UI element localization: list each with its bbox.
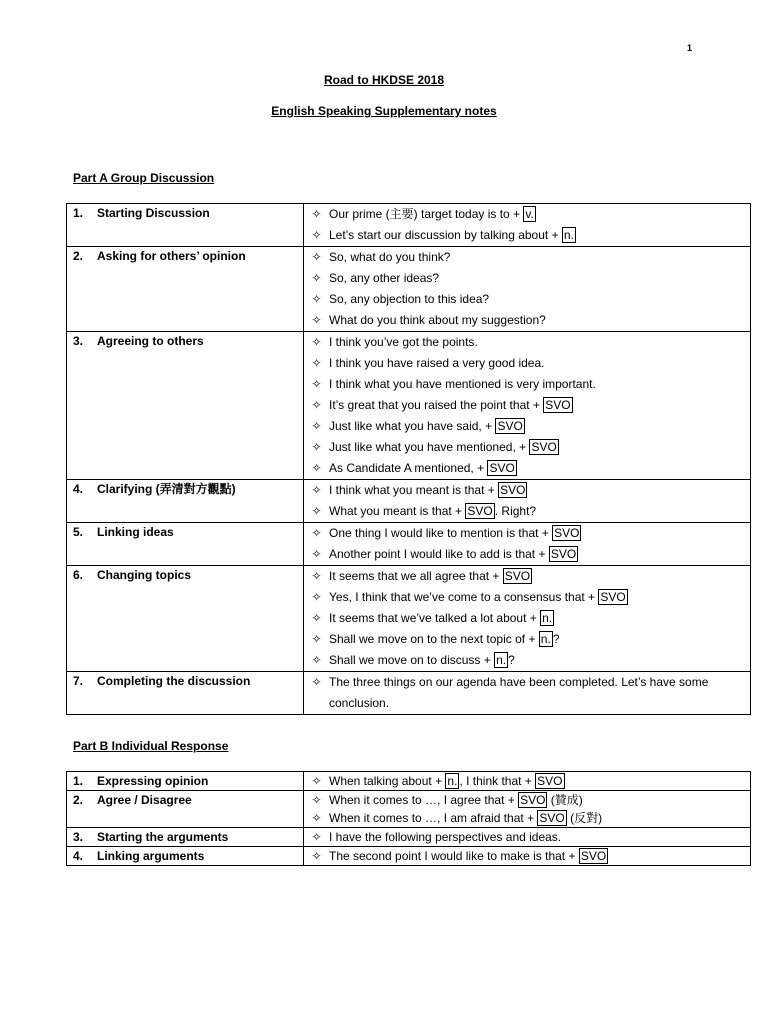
grammar-slot-box: SVO bbox=[537, 774, 563, 788]
category-text: Expressing opinion bbox=[97, 774, 209, 788]
phrase-lead: I have the following perspectives and ideas. bbox=[329, 830, 562, 844]
grammar-slot-box: SVO bbox=[520, 793, 546, 807]
category-text: Agree / Disagree bbox=[97, 793, 192, 807]
phrase-lead: So, what do you think? bbox=[329, 250, 451, 264]
category-label bbox=[67, 828, 303, 845]
phrase-tail: ? bbox=[552, 632, 560, 646]
category-cell bbox=[67, 332, 304, 480]
phrase-lead: I think what you have mentioned is very important. bbox=[329, 377, 596, 391]
grammar-slot-box: SVO bbox=[545, 398, 571, 412]
phrase-lead: It seems that we all agree that + bbox=[329, 569, 503, 583]
diamond-outline-icon: ✧ bbox=[311, 398, 322, 412]
phrase-text bbox=[329, 353, 750, 374]
diamond-outline-icon: ✧ bbox=[311, 335, 322, 349]
diamond-outline-icon: ✧ bbox=[311, 830, 322, 844]
phrase-text bbox=[329, 809, 750, 827]
category-label bbox=[67, 247, 303, 264]
phrase-item bbox=[304, 332, 750, 353]
category-text: Changing topics bbox=[97, 568, 191, 582]
phrase-lead: I think you’ve got the points. bbox=[329, 335, 478, 349]
phrase-item bbox=[304, 458, 750, 479]
phrase-item bbox=[304, 672, 750, 714]
phrase-text bbox=[329, 310, 750, 331]
grammar-slot-box: SVO bbox=[497, 419, 523, 433]
diamond-outline-icon: ✧ bbox=[311, 611, 322, 625]
category-number: 3. bbox=[73, 334, 84, 348]
table-row bbox=[67, 791, 751, 828]
diamond-outline-icon: ✧ bbox=[311, 440, 322, 454]
diamond-outline-icon: ✧ bbox=[311, 483, 322, 497]
table-row bbox=[67, 847, 751, 866]
category-cell bbox=[67, 247, 304, 332]
phrase-text bbox=[329, 608, 750, 629]
category-text: Agreeing to others bbox=[97, 334, 204, 348]
phrase-lead: Yes, I think that we’ve come to a consensus that + bbox=[329, 590, 599, 604]
category-cell bbox=[67, 480, 304, 523]
table-row bbox=[67, 480, 751, 523]
category-label bbox=[67, 204, 303, 221]
phrase-tail: ? bbox=[508, 653, 515, 667]
grammar-slot-box: n. bbox=[542, 611, 553, 625]
diamond-outline-icon: ✧ bbox=[311, 547, 322, 561]
category-cell bbox=[67, 204, 304, 247]
diamond-outline-icon: ✧ bbox=[311, 653, 322, 667]
category-cell bbox=[67, 828, 304, 847]
phrase-item bbox=[304, 828, 750, 846]
phrase-tail: (反對) bbox=[566, 811, 603, 825]
diamond-outline-icon: ✧ bbox=[311, 849, 322, 863]
document-title: Road to HKDSE 2018 bbox=[323, 73, 445, 87]
grammar-slot-box: SVO bbox=[554, 526, 580, 540]
phrase-text bbox=[329, 437, 750, 458]
phrase-item bbox=[304, 566, 750, 587]
phrase-text bbox=[329, 268, 750, 289]
diamond-outline-icon: ✧ bbox=[311, 271, 322, 285]
diamond-outline-icon: ✧ bbox=[311, 811, 322, 825]
phrases-cell bbox=[304, 204, 751, 247]
phrase-lead: Shall we move on to discuss + bbox=[329, 653, 495, 667]
phrase-lead: Our prime (主要) target today is to + bbox=[329, 207, 524, 221]
category-text: Linking arguments bbox=[97, 849, 205, 863]
diamond-outline-icon: ✧ bbox=[311, 526, 322, 540]
grammar-slot-box: n. bbox=[496, 653, 507, 667]
phrase-text bbox=[329, 416, 750, 437]
phrase-lead: When it comes to …, I agree that + bbox=[329, 793, 519, 807]
grammar-slot-box: n. bbox=[540, 632, 551, 646]
table-row bbox=[67, 772, 751, 791]
phrase-item bbox=[304, 353, 750, 374]
phrase-lead: I think what you meant is that + bbox=[329, 483, 499, 497]
grammar-slot-box: v. bbox=[525, 207, 534, 221]
phrase-lead: Just like what you have mentioned, + bbox=[329, 440, 530, 454]
phrase-lead: As Candidate A mentioned, + bbox=[329, 461, 488, 475]
phrase-text bbox=[329, 847, 750, 865]
phrase-item bbox=[304, 847, 750, 865]
phrase-lead: What you meant is that + bbox=[329, 504, 466, 518]
grammar-slot-box: n. bbox=[563, 228, 574, 242]
grammar-slot-box: n. bbox=[447, 774, 458, 788]
phrase-text bbox=[329, 523, 750, 544]
phrase-lead: Let’s start our discussion by talking about + bbox=[329, 228, 562, 242]
diamond-outline-icon: ✧ bbox=[311, 292, 322, 306]
diamond-outline-icon: ✧ bbox=[311, 569, 322, 583]
phrase-lead: The three things on our agenda have been completed. Let’s have some conclusion. bbox=[329, 675, 709, 710]
phrases-cell bbox=[304, 566, 751, 672]
diamond-outline-icon: ✧ bbox=[311, 356, 322, 370]
grammar-slot-box: SVO bbox=[489, 461, 515, 475]
phrase-item bbox=[304, 374, 750, 395]
table-row bbox=[67, 672, 751, 715]
phrases-cell bbox=[304, 672, 751, 715]
category-number: 6. bbox=[73, 568, 84, 582]
diamond-outline-icon: ✧ bbox=[311, 590, 322, 604]
category-number: 5. bbox=[73, 525, 84, 539]
document-subtitle: English Speaking Supplementary notes bbox=[271, 104, 497, 118]
category-text: Clarifying (弄清對方觀點) bbox=[97, 482, 236, 496]
grammar-slot-box: SVO bbox=[500, 483, 526, 497]
table-row bbox=[67, 332, 751, 480]
phrase-text bbox=[329, 629, 750, 650]
diamond-outline-icon: ✧ bbox=[311, 250, 322, 264]
category-cell bbox=[67, 672, 304, 715]
category-cell bbox=[67, 847, 304, 866]
category-label bbox=[67, 791, 303, 808]
phrase-lead: Another point I would like to add is that + bbox=[329, 547, 549, 561]
category-number: 2. bbox=[73, 249, 84, 263]
phrase-text bbox=[329, 247, 750, 268]
grammar-slot-box: SVO bbox=[550, 547, 577, 561]
phrase-text bbox=[329, 650, 750, 671]
category-number: 1. bbox=[73, 774, 84, 788]
diamond-outline-icon: ✧ bbox=[311, 377, 322, 391]
phrase-text bbox=[329, 566, 750, 587]
category-cell bbox=[67, 772, 304, 791]
phrase-text bbox=[329, 374, 750, 395]
phrase-text bbox=[329, 587, 750, 608]
phrase-text bbox=[329, 480, 750, 501]
diamond-outline-icon: ✧ bbox=[311, 207, 322, 221]
part-a-table bbox=[66, 203, 751, 715]
table-row bbox=[67, 523, 751, 566]
category-label bbox=[67, 566, 303, 583]
phrase-item bbox=[304, 809, 750, 827]
phrase-tail: , I think that + bbox=[459, 774, 536, 788]
phrase-item bbox=[304, 289, 750, 310]
category-text: Asking for others’ opinion bbox=[97, 249, 246, 263]
category-label bbox=[67, 847, 303, 864]
phrases-cell bbox=[304, 332, 751, 480]
phrase-item bbox=[304, 523, 750, 544]
phrase-item bbox=[304, 501, 750, 522]
table-row bbox=[67, 247, 751, 332]
category-cell bbox=[67, 523, 304, 566]
phrase-lead: Shall we move on to the next topic of + bbox=[329, 632, 539, 646]
phrases-cell bbox=[304, 791, 751, 828]
page-number: 1 bbox=[687, 43, 693, 53]
table-row bbox=[67, 828, 751, 847]
phrase-lead: So, any objection to this idea? bbox=[329, 292, 490, 306]
part-a-heading: Part A Group Discussion bbox=[73, 171, 215, 185]
grammar-slot-box: SVO bbox=[531, 440, 557, 454]
category-text: Linking ideas bbox=[97, 525, 174, 539]
phrase-item bbox=[304, 791, 750, 809]
phrase-item bbox=[304, 395, 750, 416]
phrase-lead: It seems that we’ve talked a lot about + bbox=[329, 611, 541, 625]
category-label bbox=[67, 523, 303, 540]
phrase-text bbox=[329, 501, 750, 522]
phrase-item bbox=[304, 608, 750, 629]
phrase-text bbox=[329, 828, 750, 846]
phrase-item bbox=[304, 416, 750, 437]
category-label bbox=[67, 672, 303, 689]
phrases-cell bbox=[304, 772, 751, 791]
phrases-cell bbox=[304, 247, 751, 332]
phrase-item bbox=[304, 587, 750, 608]
phrase-item bbox=[304, 247, 750, 268]
phrase-item bbox=[304, 268, 750, 289]
phrase-lead: The second point I would like to make is that + bbox=[329, 849, 579, 863]
part-b-heading: Part B Individual Response bbox=[73, 739, 229, 753]
phrase-lead: What do you think about my suggestion? bbox=[329, 313, 546, 327]
phrase-item bbox=[304, 650, 750, 671]
phrase-tail: . Right? bbox=[494, 504, 537, 518]
phrase-lead: Just like what you have said, + bbox=[329, 419, 496, 433]
diamond-outline-icon: ✧ bbox=[311, 632, 322, 646]
phrases-cell bbox=[304, 828, 751, 847]
phrase-text bbox=[329, 204, 750, 225]
phrases-cell bbox=[304, 523, 751, 566]
phrases-cell bbox=[304, 847, 751, 866]
phrase-text bbox=[329, 332, 750, 353]
grammar-slot-box: SVO bbox=[467, 504, 493, 518]
phrase-text bbox=[329, 225, 750, 246]
category-number: 3. bbox=[73, 830, 84, 844]
category-cell bbox=[67, 566, 304, 672]
phrase-lead: I think you have raised a very good idea. bbox=[329, 356, 545, 370]
phrase-item bbox=[304, 310, 750, 331]
phrase-tail: (贊成) bbox=[547, 793, 583, 807]
table-row bbox=[67, 204, 751, 247]
diamond-outline-icon: ✧ bbox=[311, 228, 322, 242]
category-label bbox=[67, 480, 303, 497]
phrase-text bbox=[329, 772, 750, 790]
phrase-item bbox=[304, 204, 750, 225]
diamond-outline-icon: ✧ bbox=[311, 313, 322, 327]
category-number: 1. bbox=[73, 206, 84, 220]
category-number: 7. bbox=[73, 674, 84, 688]
category-number: 4. bbox=[73, 482, 84, 496]
category-text: Starting Discussion bbox=[97, 206, 210, 220]
phrase-lead: So, any other ideas? bbox=[329, 271, 440, 285]
grammar-slot-box: SVO bbox=[600, 590, 626, 604]
category-text: Starting the arguments bbox=[97, 830, 229, 844]
category-number: 4. bbox=[73, 849, 84, 863]
phrase-text bbox=[329, 458, 750, 479]
phrase-item bbox=[304, 480, 750, 501]
phrase-item bbox=[304, 772, 750, 790]
diamond-outline-icon: ✧ bbox=[311, 793, 322, 807]
grammar-slot-box: SVO bbox=[539, 811, 565, 825]
table-row bbox=[67, 566, 751, 672]
phrase-lead: One thing I would like to mention is that + bbox=[329, 526, 553, 540]
category-label bbox=[67, 332, 303, 349]
phrase-lead: It’s great that you raised the point that + bbox=[329, 398, 544, 412]
diamond-outline-icon: ✧ bbox=[311, 675, 322, 689]
phrase-text bbox=[329, 544, 750, 565]
phrases-cell bbox=[304, 480, 751, 523]
phrase-item bbox=[304, 629, 750, 650]
phrase-text bbox=[329, 672, 750, 714]
grammar-slot-box: SVO bbox=[580, 849, 607, 863]
grammar-slot-box: SVO bbox=[504, 569, 531, 583]
category-number: 2. bbox=[73, 793, 84, 807]
diamond-outline-icon: ✧ bbox=[311, 419, 322, 433]
phrase-text bbox=[329, 791, 750, 809]
phrase-text bbox=[329, 395, 750, 416]
diamond-outline-icon: ✧ bbox=[311, 461, 322, 475]
category-text: Completing the discussion bbox=[97, 674, 251, 688]
category-cell bbox=[67, 791, 304, 828]
phrase-item bbox=[304, 544, 750, 565]
phrase-item bbox=[304, 225, 750, 246]
part-b-table bbox=[66, 771, 751, 866]
phrase-item bbox=[304, 437, 750, 458]
diamond-outline-icon: ✧ bbox=[311, 504, 322, 518]
diamond-outline-icon: ✧ bbox=[311, 774, 322, 788]
phrase-lead: When talking about + bbox=[329, 774, 446, 788]
phrase-lead: When it comes to …, I am afraid that + bbox=[329, 811, 538, 825]
category-label bbox=[67, 772, 303, 789]
phrase-text bbox=[329, 289, 750, 310]
